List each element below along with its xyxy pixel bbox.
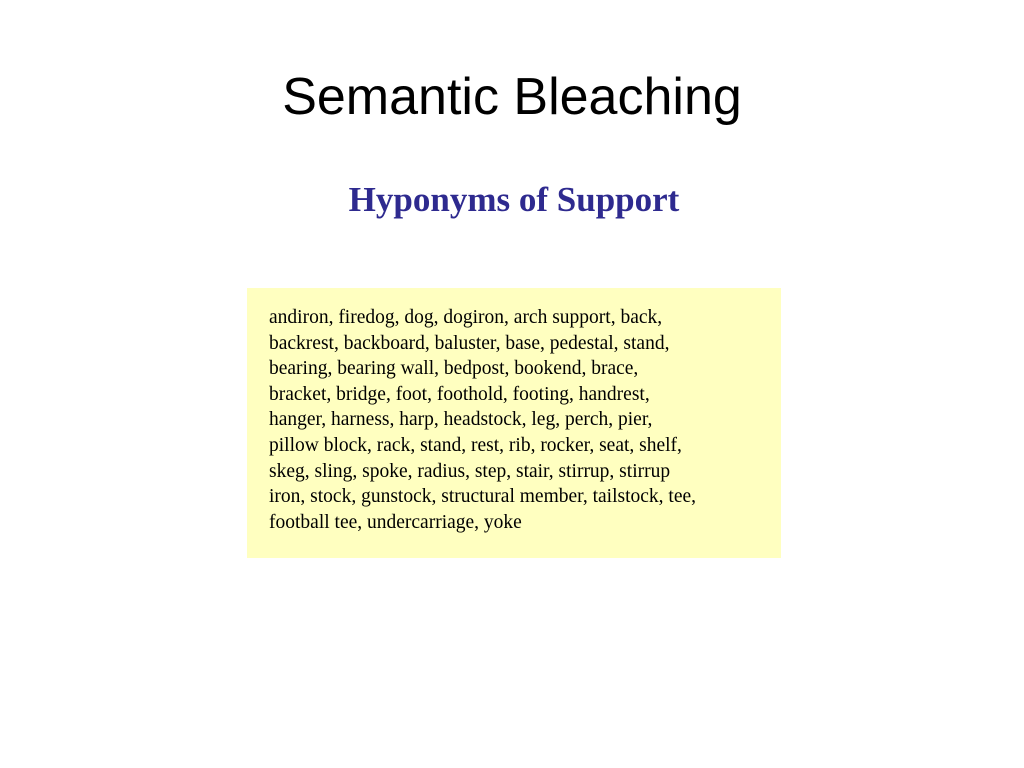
hyponym-line: andiron, firedog, dog, dogiron, arch support, back,	[269, 307, 663, 328]
hyponym-line: bearing, bearing wall, bedpost, bookend, brace,	[269, 358, 639, 380]
hyponym-line: skeg, sling, spoke, radius, step, stair, stirrup, stirrup	[269, 460, 671, 482]
hyponym-line: football tee, undercarriage, yoke	[269, 511, 522, 533]
hyponym-line: hanger, harness, harp, headstock, leg, perch, pier,	[269, 409, 653, 431]
hyponym-list-box	[247, 288, 781, 558]
figure-heading: Hyponyms of Support	[348, 180, 680, 219]
hyponym-line: iron, stock, gunstock, structural member, tailstock, tee,	[269, 486, 697, 508]
hyponym-line: bracket, bridge, foot, foothold, footing, handrest,	[269, 383, 650, 405]
hyponym-line: backrest, backboard, baluster, base, pedestal, stand,	[269, 332, 670, 354]
slide-title: Semantic Bleaching	[282, 68, 742, 126]
hyponym-line: pillow block, rack, stand, rest, rib, rocker, seat, shelf,	[269, 434, 682, 456]
